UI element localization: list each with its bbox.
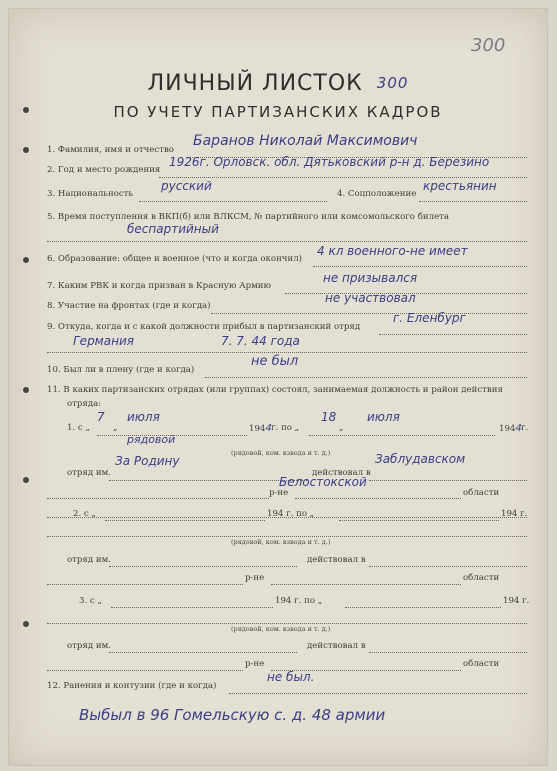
rule bbox=[211, 313, 527, 314]
period-3-deystvoval: действовал в bbox=[307, 641, 366, 651]
period-3-otryad-label: отряд им. bbox=[67, 641, 112, 651]
period-1-otryad-value: За Родину bbox=[115, 454, 180, 468]
field-2-value: 1926г. Орловск. обл. Дятьковский р-н д. Березино bbox=[169, 155, 490, 169]
punch-hole bbox=[23, 387, 29, 393]
field-6-value: 4 кл военного-не имеет bbox=[317, 244, 468, 258]
rule bbox=[109, 566, 297, 567]
field-12-value: не был. bbox=[267, 670, 315, 684]
rule bbox=[47, 498, 269, 499]
title-handwritten-number: 300 bbox=[376, 74, 409, 92]
field-1-value: Баранов Николай Максимович bbox=[193, 133, 418, 149]
period-2-position-hint: (рядовой, ком. взвода и т. д.) bbox=[231, 538, 331, 546]
period-3-position-hint: (рядовой, ком. взвода и т. д.) bbox=[231, 625, 331, 633]
rule bbox=[369, 480, 527, 481]
rule bbox=[109, 652, 297, 653]
rule bbox=[159, 177, 527, 178]
period-2-po: 194 г. по „ bbox=[267, 509, 315, 519]
punch-hole bbox=[23, 257, 29, 263]
rule bbox=[47, 241, 527, 242]
period-1-oblast-label: области bbox=[463, 488, 500, 498]
punch-hole bbox=[23, 621, 29, 627]
period-1-month-from: июля bbox=[127, 410, 160, 424]
rule bbox=[47, 670, 243, 671]
rule bbox=[47, 536, 527, 537]
field-12-label: 12. Ранения и контузии (где и когда) bbox=[47, 681, 217, 691]
field-3-label: 3. Национальность bbox=[47, 189, 134, 199]
period-2-year-to: 194 г. bbox=[501, 509, 528, 519]
period-1-deystvoval: действовал в bbox=[312, 468, 371, 478]
archive-number: 300 bbox=[471, 35, 506, 56]
period-2-rne: р-не bbox=[245, 573, 265, 583]
period-1-po: г. по „ bbox=[271, 423, 300, 433]
field-7-label: 7. Каким РВК и когда призван в Красную Армию bbox=[47, 281, 271, 291]
rule bbox=[47, 623, 527, 624]
rule bbox=[379, 334, 527, 335]
field-5-label: 5. Время поступления в ВКП(б) или ВЛКСМ, № партийного или комсомольского билета bbox=[47, 212, 450, 222]
rule bbox=[139, 201, 327, 202]
field-10-label: 10. Был ли в плену (где и когда) bbox=[47, 365, 195, 375]
period-1-day-from: 7 bbox=[97, 410, 105, 424]
period-1-num: 1. с „ bbox=[67, 423, 90, 433]
period-1-rne: р-не bbox=[269, 488, 289, 498]
rule bbox=[295, 498, 461, 499]
field-9-value-c: 7. 7. 44 года bbox=[221, 334, 300, 348]
field-8-value: не участвовал bbox=[325, 291, 416, 305]
rule bbox=[369, 652, 527, 653]
rule bbox=[111, 607, 273, 608]
period-1-position-hint: (рядовой, ком. взвода и т. д.) bbox=[231, 449, 331, 457]
field-9-value-b: Германия bbox=[73, 334, 134, 348]
period-1-oblast-value: Белостокской bbox=[279, 475, 367, 489]
period-2-deystvoval: действовал в bbox=[307, 555, 366, 565]
period-1-day-to: 18 bbox=[321, 410, 337, 424]
rule bbox=[105, 520, 265, 521]
punch-hole bbox=[23, 477, 29, 483]
period-3-rne: р-не bbox=[245, 659, 265, 669]
form-sheet: 300 ЛИЧНЫЙ ЛИСТОК 300 ПО УЧЕТУ ПАРТИЗАНСКИХ КАДРОВ 1. Фамилия, имя и отчество Баранов Николай Максимович 2. Год и место рождения 1926г. Орловск. обл. Дятьковский р-н д. Березино 3. Национальность русский 4. Соцположение крестьянин 5. Время поступления в ВКП(б) или ВЛКСМ, № партийного или комсомольского билета беспартийный 6. Образование: общее и военное (что и когда окончил) 4 кл военного-не имеет 7. Каким РВК и когда призван в Красную Армию не призывался 8. Участие на фронтах (где и когда) не участвовал 9. Откуда, когда и с какой должности прибыл в партизанский отряд г. Еленбург Германия 7. 7. 44 года 10. Был ли в плену (где и когда) не был 11. В каких партизанских отрядах (или группах) состоял, занимаемая должность и район действия отряда: 1. с „ 7 „ июля 1944 г. по „ 18 „ июля 1944 г. рядовой (рядовой, ком. взвода и т. д.) отряд им. За Родину действовал в Заблудавском Белостокской р-не области 2. с „ 194 г. по „ 194 г. (рядовой, ком. взвода и т. д.) отряд им. действовал в р-не области 3. с „ 194 г. по „ 194 г. (рядовой, ком. взвода и т. д.) отряд им. действовал в р-не области 12. Ранения и контузии (где и когда) не был. Выбыл в 96 Гомельскую с. д. 48 армии bbox=[8, 8, 548, 766]
field-6-label: 6. Образование: общее и военное (что и когда окончил) bbox=[47, 254, 303, 264]
field-9-value-a: г. Еленбург bbox=[393, 311, 466, 325]
rule bbox=[419, 201, 527, 202]
field-1-label: 1. Фамилия, имя и отчество bbox=[47, 145, 174, 155]
field-11-label: 11. В каких партизанских отрядах (или группах) состоял, занимаемая должность и район действия bbox=[47, 385, 503, 395]
period-1-position: рядовой bbox=[127, 433, 176, 446]
rule bbox=[271, 584, 461, 585]
field-11-label-2: отряда: bbox=[67, 399, 102, 409]
period-1-otryad-label: отряд им. bbox=[67, 468, 112, 478]
rule bbox=[345, 607, 501, 608]
field-5-value: беспартийный bbox=[127, 222, 219, 236]
period-2-oblast-label: области bbox=[463, 573, 500, 583]
rule bbox=[313, 266, 527, 267]
period-3-oblast-label: области bbox=[463, 659, 500, 669]
form-subtitle: ПО УЧЕТУ ПАРТИЗАНСКИХ КАДРОВ bbox=[113, 103, 443, 121]
field-2-label: 2. Год и место рождения bbox=[47, 165, 161, 175]
field-3-value: русский bbox=[161, 179, 212, 193]
period-3-po: 194 г. по „ bbox=[275, 596, 323, 606]
period-1-year-to: 1944 bbox=[499, 423, 522, 434]
field-8-label: 8. Участие на фронтах (где и когда) bbox=[47, 301, 211, 311]
period-1-rayon-value: Заблудавском bbox=[375, 452, 466, 466]
field-4-label: 4. Соцположение bbox=[337, 189, 417, 199]
period-1-month-to: июля bbox=[367, 410, 400, 424]
rule bbox=[47, 584, 243, 585]
rule bbox=[205, 377, 527, 378]
field-10-value: не был bbox=[251, 354, 299, 369]
field-4-value: крестьянин bbox=[423, 179, 497, 193]
period-2-otryad-label: отряд им. bbox=[67, 555, 112, 565]
period-1-year-from: 1944 bbox=[249, 423, 272, 434]
period-2-num: 2. с „ bbox=[73, 509, 96, 519]
rule bbox=[339, 520, 499, 521]
rule bbox=[229, 693, 527, 694]
rule bbox=[369, 566, 527, 567]
rule bbox=[309, 435, 495, 436]
field-9-label: 9. Откуда, когда и с какой должности прибыл в партизанский отряд bbox=[47, 322, 361, 332]
handwritten-note: Выбыл в 96 Гомельскую с. д. 48 армии bbox=[79, 706, 386, 724]
form-title: ЛИЧНЫЙ ЛИСТОК 300 bbox=[147, 71, 409, 96]
period-3-year-to: 194 г. bbox=[503, 596, 530, 606]
rule bbox=[47, 352, 527, 353]
punch-hole bbox=[23, 147, 29, 153]
field-7-value: не призывался bbox=[323, 271, 418, 285]
period-3-num: 3. с „ bbox=[79, 596, 102, 606]
